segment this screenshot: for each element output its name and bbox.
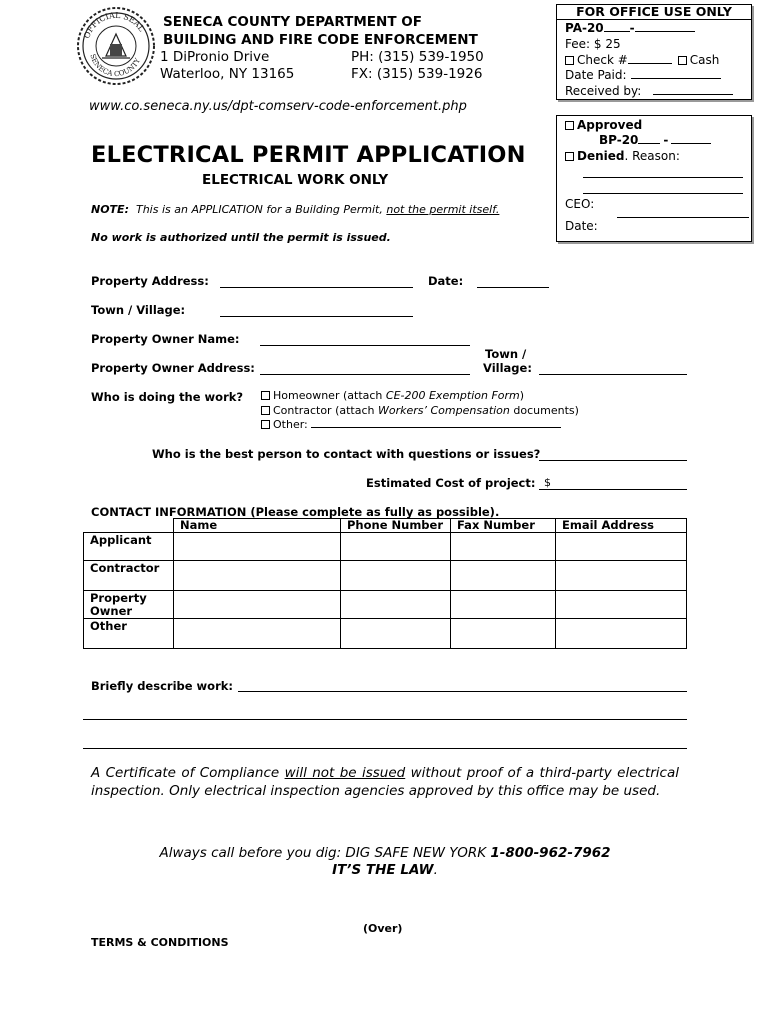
reason-line-2[interactable] xyxy=(583,193,743,194)
date-field[interactable] xyxy=(477,287,549,288)
dept-phone: PH: (315) 539-1950 xyxy=(351,49,484,65)
row-applicant: Applicant xyxy=(84,533,174,561)
col-name: Name xyxy=(174,519,341,533)
table-row xyxy=(84,591,687,619)
certificate-notice: A Certificate of Compliance will not be issued without proof of a third-party electrical inspection. Only electrical inspection agencies approved by this office may be used. xyxy=(91,765,679,799)
town-village-label: Town / Village: xyxy=(91,303,186,317)
who-doing-label: Who is doing the work? xyxy=(91,390,244,404)
approval-box xyxy=(556,115,752,242)
contact-table xyxy=(83,518,687,649)
denied-checkbox[interactable] xyxy=(565,152,574,161)
describe-work-line-1[interactable] xyxy=(238,691,687,692)
dept-name-line1: SENECA COUNTY DEPARTMENT OF xyxy=(163,14,422,30)
row-contractor: Contractor xyxy=(84,561,174,591)
received-by: Received by: xyxy=(565,84,733,99)
col-email: Email Address xyxy=(556,519,687,533)
owner-address-field[interactable] xyxy=(260,374,470,375)
dept-address2: Waterloo, NY 13165 xyxy=(160,66,295,82)
dept-address1: 1 DiPronio Drive xyxy=(160,49,270,65)
approved-checkbox[interactable] xyxy=(565,121,574,130)
owner-town-label-1: Town / xyxy=(485,347,527,361)
contact-heading: CONTACT INFORMATION (Please complete as fully as possible). xyxy=(91,505,500,519)
blank-header xyxy=(84,519,174,533)
other-option[interactable]: Other: xyxy=(261,418,579,433)
estimated-cost-label: Estimated Cost of project: xyxy=(366,476,536,490)
contractor-name-cell[interactable] xyxy=(174,561,341,591)
owner-town-label-2: Village: xyxy=(483,361,532,375)
note-line: NOTE: This is an APPLICATION for a Building Permit, not the permit itself. xyxy=(91,203,500,216)
table-row xyxy=(84,533,687,561)
owner-email-cell[interactable] xyxy=(556,591,687,619)
describe-work-label: Briefly describe work: xyxy=(91,679,233,693)
dig-safe-law: IT’S THE LAW. xyxy=(332,862,438,878)
other-name-cell[interactable] xyxy=(174,619,341,649)
dollar-sign: $ xyxy=(544,476,551,489)
contractor-phone-cell[interactable] xyxy=(341,561,451,591)
dept-fax: FX: (315) 539-1926 xyxy=(351,66,483,82)
contractor-option[interactable]: Contractor (attach Workers’ Compensation documents) xyxy=(261,404,579,419)
contractor-email-cell[interactable] xyxy=(556,561,687,591)
homeowner-option[interactable]: Homeowner (attach CE-200 Exemption Form) xyxy=(261,389,579,404)
owner-fax-cell[interactable] xyxy=(451,591,556,619)
over-label: (Over) xyxy=(363,922,403,935)
owner-name-label: Property Owner Name: xyxy=(91,332,240,346)
office-use-box xyxy=(556,4,752,100)
other-phone-cell[interactable] xyxy=(341,619,451,649)
dig-safe-line: Always call before you dig: DIG SAFE NEW YORK 1-800-962-7962 xyxy=(159,845,611,861)
payment-method: Check # Cash xyxy=(565,53,719,68)
form-title: ELECTRICAL PERMIT APPLICATION xyxy=(91,142,526,168)
reason-line-1[interactable] xyxy=(583,177,743,178)
approved-option: Approved xyxy=(565,118,642,133)
owner-name-field[interactable] xyxy=(260,345,470,346)
denied-option: Denied. Reason: xyxy=(565,149,680,164)
describe-work-line-3[interactable] xyxy=(83,748,687,749)
homeowner-checkbox[interactable] xyxy=(261,391,270,400)
cash-checkbox[interactable] xyxy=(678,56,687,65)
other-checkbox[interactable] xyxy=(261,420,270,429)
contractor-checkbox[interactable] xyxy=(261,406,270,415)
col-fax: Fax Number xyxy=(451,519,556,533)
svg-text:OFFICIAL SEAL: OFFICIAL SEAL xyxy=(82,10,147,40)
dig-safe-notice xyxy=(0,845,770,879)
property-address-field[interactable] xyxy=(220,287,413,288)
office-use-title: FOR OFFICE USE ONLY xyxy=(557,5,751,20)
contact-header-row xyxy=(84,519,687,533)
dept-url: www.co.seneca.ny.us/dpt-comserv-code-enforcement.php xyxy=(89,99,467,114)
estimated-cost-field[interactable] xyxy=(539,489,687,490)
dept-name-line2: BUILDING AND FIRE CODE ENFORCEMENT xyxy=(163,32,478,48)
contractor-fax-cell[interactable] xyxy=(451,561,556,591)
applicant-fax-cell[interactable] xyxy=(451,533,556,561)
owner-name-cell[interactable] xyxy=(174,591,341,619)
town-village-field[interactable] xyxy=(220,316,413,317)
other-fax-cell[interactable] xyxy=(451,619,556,649)
row-property-owner: Property Owner xyxy=(84,591,174,619)
other-email-cell[interactable] xyxy=(556,619,687,649)
owner-phone-cell[interactable] xyxy=(341,591,451,619)
svg-text:SENECA COUNTY: SENECA COUNTY xyxy=(88,53,142,79)
form-subtitle: ELECTRICAL WORK ONLY xyxy=(202,172,389,188)
who-doing-options xyxy=(261,389,579,433)
date-label: Date: xyxy=(428,274,464,288)
applicant-phone-cell[interactable] xyxy=(341,533,451,561)
table-row xyxy=(84,619,687,649)
applicant-email-cell[interactable] xyxy=(556,533,687,561)
ceo-label: CEO: xyxy=(565,197,595,211)
seal-icon xyxy=(76,6,156,86)
date-paid: Date Paid: xyxy=(565,68,721,83)
best-contact-label: Who is the best person to contact with questions or issues? xyxy=(152,447,541,461)
fee-amount: Fee: $ 25 xyxy=(565,37,621,51)
check-checkbox[interactable] xyxy=(565,56,574,65)
approval-date-label: Date: xyxy=(565,219,598,233)
no-work-warning: No work is authorized until the permit is issued. xyxy=(91,231,391,244)
row-other: Other xyxy=(84,619,174,649)
pa-number: PA-20 - xyxy=(565,21,695,36)
describe-work-line-2[interactable] xyxy=(83,719,687,720)
applicant-name-cell[interactable] xyxy=(174,533,341,561)
bp-number: BP-20 - xyxy=(599,133,711,148)
ceo-line[interactable] xyxy=(617,217,749,218)
county-seal xyxy=(76,6,156,86)
terms-heading: TERMS & CONDITIONS xyxy=(91,936,229,949)
table-row xyxy=(84,561,687,591)
property-address-label: Property Address: xyxy=(91,274,209,288)
col-phone: Phone Number xyxy=(341,519,451,533)
owner-address-label: Property Owner Address: xyxy=(91,361,255,375)
owner-town-field[interactable] xyxy=(539,374,687,375)
best-contact-field[interactable] xyxy=(539,460,687,461)
